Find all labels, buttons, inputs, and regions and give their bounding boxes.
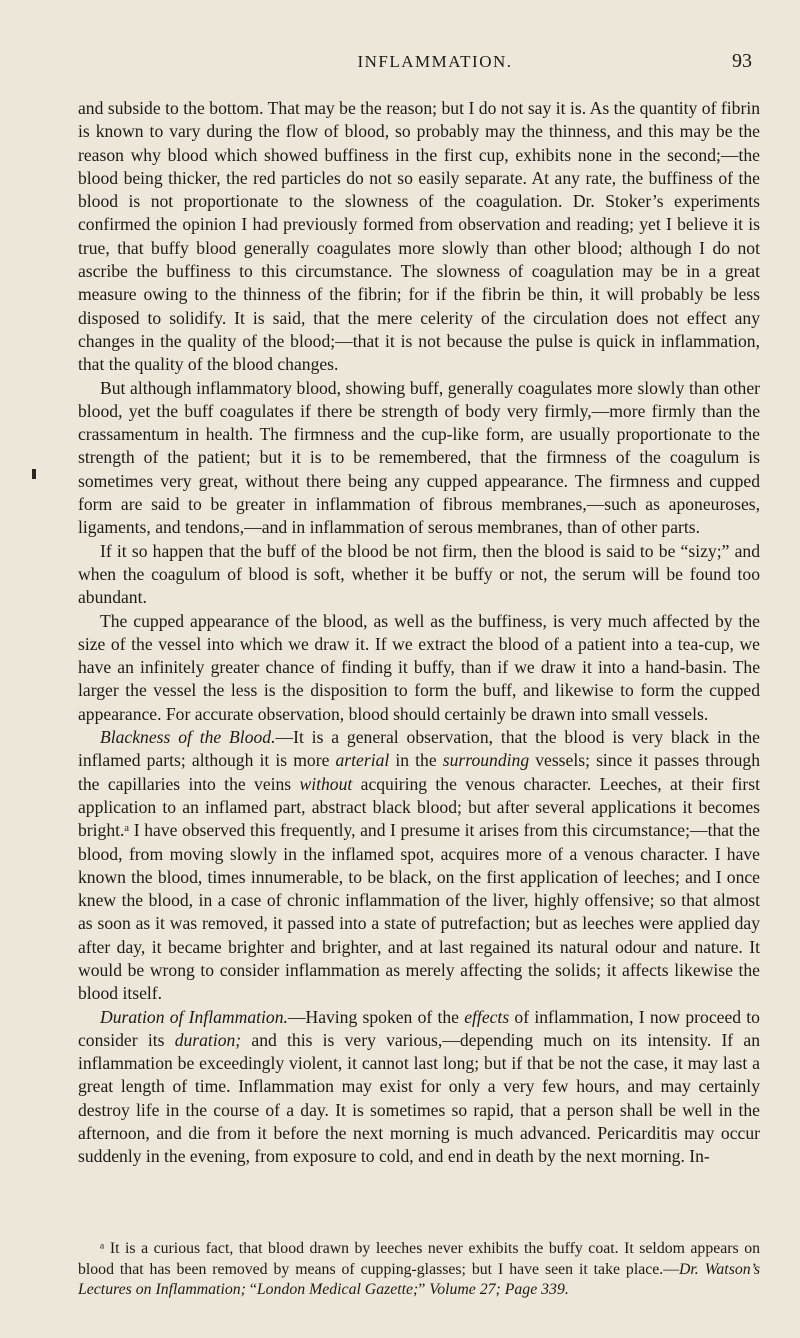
- emphasis: arterial: [335, 750, 390, 771]
- margin-mark: [32, 469, 36, 479]
- footnote-text: “: [245, 1281, 257, 1298]
- emphasis: without: [299, 773, 353, 794]
- running-head: [78, 52, 752, 76]
- footnote-text: It is a curious fact, that blood drawn by leeches never exhibits the buffy coat. It seldom appears on blood that has been removed by means of cupping-glasses; but I have seen it take place.—: [78, 1240, 760, 1278]
- page-number: 93: [732, 50, 752, 72]
- footnote-citation: Volume 27; Page 339.: [429, 1281, 569, 1298]
- emphasis: effects: [464, 1006, 510, 1027]
- paragraph: But although inflammatory blood, showing buff, generally coagulates more slowly than other blood, yet the buff coagulates if there be strength of body very firmly,—more firmly than the crassamentum in health. The firmness and the cup-like form, are usually proportionate to the strength of the patient; but it is to be remembered, that the firmness of the coagulum is sometimes very great, without there being any cupped appearance. The firmness and cupped form are said to be greater in inflammation of fibrous membranes,—such as aponeuroses, ligaments, and tendons,—and in inflammation of serous membranes, than of other parts.: [78, 377, 760, 538]
- footnote: [78, 1239, 760, 1301]
- text-run: —Having spoken of the: [287, 1006, 465, 1027]
- section-heading: Blackness of the Blood.: [100, 727, 276, 748]
- emphasis: duration;: [174, 1029, 242, 1050]
- paragraph: If it so happen that the buff of the blood be not firm, then the blood is said to be “sizy;” and when the coagulum of blood is soft, whether it be buffy or not, the serum will be found too abundant.: [78, 540, 760, 608]
- footnote-text: ”: [418, 1281, 430, 1298]
- text-run: in the: [389, 750, 443, 771]
- paragraph: The cupped appearance of the blood, as well as the buffiness, is very much affected by the size of the vessel into which we draw it. If we extract the blood of a patient into a tea-cup, we have an infinitely greater chance of finding it buffy, than if we draw it into a hand-basin. The larger the vessel the less is the disposition to form the buff, and likewise to form the cupped appearance. For accurate observation, blood should certainly be drawn into small vessels.: [78, 610, 760, 724]
- footnote-citation: Dr. Watson’s Lectures on Inflammation;: [78, 1260, 761, 1298]
- running-title: INFLAMMATION.: [357, 52, 513, 71]
- text-run: —It is a general observation, that the blood is very black in the inflamed parts; although it is more: [78, 727, 760, 771]
- emphasis: surrounding: [442, 750, 530, 771]
- text-run: and this is very various,—depending much on its intensity. If an inflammation be exceedingly violent, it cannot last long; but if that be not the case, it may last a great length of time. Inflammation may exist for only a very few hours, and may certainly destroy life in the course of a day. It is sometimes so rapid, that a person shall be well in the afternoon, and die from it before the next morning is much advanced. Pericarditis may occur suddenly in the evening, from exposure to cold, and end in death by the next morning. In-: [78, 1029, 760, 1167]
- section-heading: Duration of Inflammation.: [100, 1006, 288, 1027]
- footnote-citation: London Medical Gazette;: [256, 1281, 419, 1298]
- paragraph: and subside to the bottom. That may be the reason; but I do not say it is. As the quantity of fibrin is known to vary during the flow of blood, so probably may the thinness, and this may be the reason why blood which showed buffiness in the first cup, exhibits none in the second;—the blood being thicker, the red particles do not so easily separate. At any rate, the buffiness of the blood is not proportionate to the slowness of the coagulation. Dr. Stoker’s experiments confirmed the opinion I had previously formed from observation and reading; yet I believe it is true, that buffy blood generally coagulates more slowly than other blood; although I do not ascribe the buffiness to this circumstance. The slowness of coagulation may be in a great measure owing to the thinness of the fibrin; for if the fibrin be thin, it will probably be less disposed to solidify. It is said, that the mere celerity of the circulation does not effect any changes in the quality of the blood;—that it is not because the pulse is quick in inflammation, that the quality of the blood changes.: [78, 98, 760, 375]
- text-run: vessels; since it passes through the capillaries into the veins: [78, 750, 760, 794]
- paragraph-duration: [78, 1006, 760, 1169]
- paragraph-blackness: [78, 726, 760, 1006]
- body-text: [78, 97, 760, 1169]
- text-run: of inflammation, I now proceed to consider its: [78, 1006, 760, 1050]
- text-run: acquiring the venous character. Leeches, at their first application to an inflamed part, abstract black blood; but after several applications it becomes bright.ᵃ I have observed this frequently, and I presume it arises from this circumstance;—that the blood, from moving slowly in the inflamed spot, acquires more of a venous character. I have known the blood, times innumerable, to be black, on the first application of leeches; and I once knew the blood, in a case of chronic inflammation of the liver, highly offensive; so that almost as soon as it was removed, it passed into a state of putrefaction; but as leeches were applied day after day, it became brighter and brighter, and at last regained its natural odour and nature. It would be wrong to consider inflammation as merely affecting the solids; it affects likewise the blood itself.: [78, 773, 760, 1004]
- footnote-marker: ᵃ: [100, 1240, 105, 1257]
